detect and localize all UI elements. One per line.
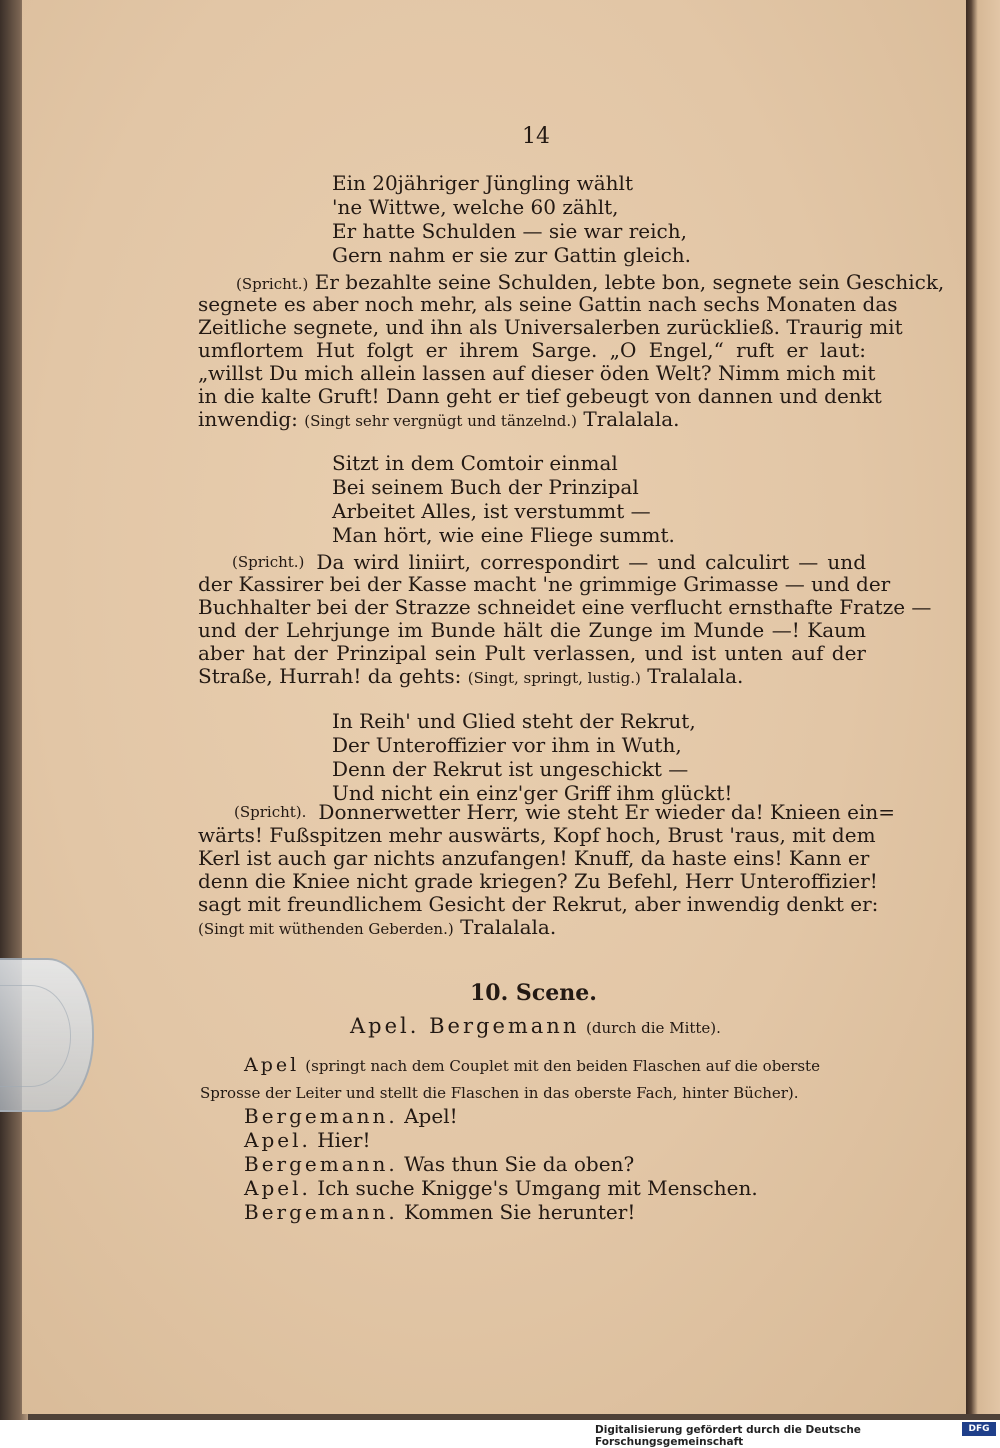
- verse-line: Sitzt in dem Comtoir einmal: [332, 451, 618, 475]
- prose-last-line: [198, 916, 866, 941]
- digitization-credit: Digitalisierung gefördert durch die Deutsche Forschungsgemeinschaft: [595, 1424, 861, 1448]
- prose-line: und der Lehrjunge im Bunde hält die Zunge im Munde —! Kaum: [198, 618, 866, 642]
- dialogue-text: Ich suche Knigge's Umgang mit Menschen.: [317, 1176, 758, 1200]
- dialogue-speaker: Bergemann.: [244, 1200, 398, 1224]
- refrain: Tralalala.: [460, 915, 557, 939]
- prose-line: wärts! Fußspitzen mehr auswärts, Kopf hoch, Brust 'raus, mit dem: [198, 823, 876, 847]
- stage-direction-line-2: Sprosse der Leiter und stellt die Flaschen in das oberste Fach, hinter Bücher).: [200, 1084, 799, 1102]
- stage-direction: (Singt sehr vergnügt und tänzelnd.): [304, 412, 578, 430]
- dialogue-line: [244, 1104, 458, 1128]
- dialogue-line: [244, 1176, 758, 1200]
- dialogue-text: Apel!: [404, 1104, 458, 1128]
- dialogue-line: [244, 1200, 635, 1224]
- prose-line: inwendig:: [198, 407, 298, 431]
- stage-direction: (Singt mit wüthenden Geberden.): [198, 920, 454, 938]
- prose-line: sagt mit freundlichem Gesicht der Rekrut, aber inwendig denkt er:: [198, 892, 879, 916]
- speaker-note: (Spricht).: [234, 803, 307, 821]
- stage-direction: (Singt, springt, lustig.): [467, 669, 641, 687]
- dialogue-speaker: Apel: [244, 1054, 300, 1076]
- prose-line: „willst Du mich allein lassen auf dieser öden Welt? Nimm mich mit: [198, 361, 876, 385]
- prose-block-3-body: [198, 823, 879, 941]
- dialogue-speaker: Apel.: [244, 1176, 311, 1200]
- dialogue-text: Hier!: [317, 1128, 371, 1152]
- verse-line: Und nicht ein einz'ger Griff ihm glückt!: [332, 781, 733, 805]
- prose-line: Da wird liniirt, correspondirt — und calculirt — und: [316, 550, 866, 574]
- prose-line: Zeitliche segnete, und ihn als Universalerben zurückließ. Traurig mit: [198, 315, 903, 339]
- prose-line: in die kalte Gruft! Dann geht er tief gebeugt von dannen und denkt: [198, 384, 882, 408]
- verse-line: Ein 20jähriger Jüngling wählt: [332, 171, 633, 195]
- speaker-note: (Spricht.): [236, 275, 309, 293]
- verse-line: Er hatte Schulden — sie war reich,: [332, 219, 687, 243]
- verse-line: Arbeitet Alles, ist verstummt —: [332, 499, 651, 523]
- dfg-logo: DFG: [962, 1422, 996, 1436]
- verse-line: Man hört, wie eine Fliege summt.: [332, 523, 675, 547]
- verse-line: Der Unteroffizier vor ihm in Wuth,: [332, 733, 682, 757]
- verse-line: In Reih' und Glied steht der Rekrut,: [332, 709, 696, 733]
- prose-block-2-body: [198, 572, 932, 690]
- dialogue-speaker: Bergemann.: [244, 1152, 398, 1176]
- prose-block-1-body: [198, 292, 903, 433]
- prose-block-2: [232, 550, 866, 574]
- prose-line: aber hat der Prinzipal sein Pult verlassen, und ist unten auf der: [198, 641, 866, 665]
- prose-line: Kerl ist auch gar nichts anzufangen! Knuff, da haste eins! Kann er: [198, 846, 870, 870]
- stage-direction: (springt nach dem Couplet mit den beiden Flaschen auf die oberste: [305, 1057, 820, 1075]
- prose-line: Buchhalter bei der Strazze schneidet eine verflucht ernsthafte Fratze —: [198, 595, 932, 619]
- cast-direction: (durch die Mitte).: [586, 1019, 721, 1037]
- prose-line: segnete es aber noch mehr, als seine Gattin nach sechs Monaten das: [198, 292, 898, 316]
- refrain: Tralalala.: [583, 407, 680, 431]
- refrain: Tralalala.: [647, 664, 744, 688]
- scene-heading: 10. Scene.: [470, 980, 597, 1006]
- verse-line: Denn der Rekrut ist ungeschickt —: [332, 757, 689, 781]
- prose-block-3: [234, 800, 896, 824]
- cast-names: Apel. Bergemann: [350, 1014, 580, 1038]
- verse-line: Bei seinem Buch der Prinzipal: [332, 475, 639, 499]
- prose-last-line: [198, 408, 866, 433]
- prose-last-line: [198, 665, 866, 690]
- prose-line: umflortem Hut folgt er ihrem Sarge. „O Engel,“ ruft er laut:: [198, 338, 866, 362]
- verse-line: 'ne Wittwe, welche 60 zählt,: [332, 195, 619, 219]
- dialogue-line: [244, 1128, 370, 1152]
- prose-line: Donnerwetter Herr, wie steht Er wieder da! Knieen ein=: [318, 800, 896, 824]
- dialogue-speaker: Apel.: [244, 1128, 311, 1152]
- prose-block-1: [236, 270, 944, 294]
- page-number: 14: [522, 124, 550, 149]
- dialogue-line: [244, 1152, 634, 1176]
- speaker-note: (Spricht.): [232, 553, 305, 571]
- prose-line: denn die Kniee nicht grade kriegen? Zu Befehl, Herr Unteroffizier!: [198, 869, 878, 893]
- prose-line: Straße, Hurrah! da gehts:: [198, 664, 462, 688]
- adjacent-page-edge: [966, 0, 1000, 1414]
- stage-direction-line-1: [244, 1054, 820, 1076]
- prose-line: der Kassirer bei der Kasse macht 'ne grimmige Grimasse — und der: [198, 572, 891, 596]
- dialogue-text: Was thun Sie da oben?: [404, 1152, 635, 1176]
- dialogue-speaker: Bergemann.: [244, 1104, 398, 1128]
- scene-cast: [350, 1014, 721, 1038]
- dialogue-text: Kommen Sie herunter!: [404, 1200, 636, 1224]
- verse-line: Gern nahm er sie zur Gattin gleich.: [332, 243, 692, 267]
- prose-line: Er bezahlte seine Schulden, lebte bon, segnete sein Geschick,: [314, 270, 945, 294]
